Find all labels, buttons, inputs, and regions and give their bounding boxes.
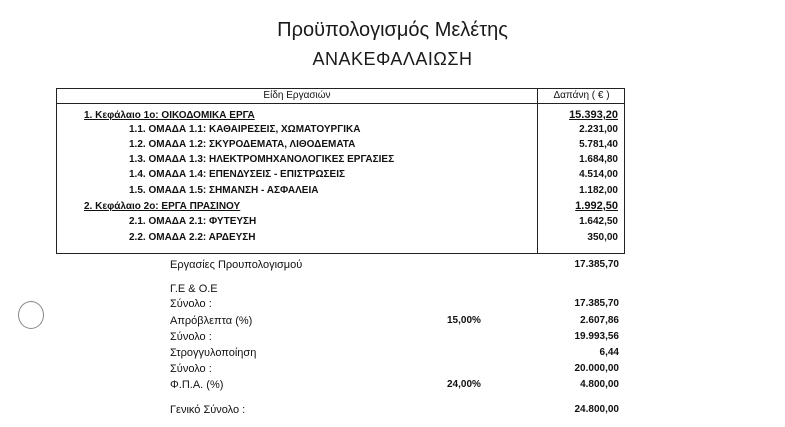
- subtotal-value: 20.000,00: [574, 363, 619, 374]
- subtotal-value: 17.385,70: [574, 298, 619, 309]
- chapter-row-amount: 1.992,50: [575, 200, 618, 212]
- chapter-row-amount: 15.393,20: [569, 109, 618, 121]
- vat-value: 4.800,00: [580, 379, 619, 390]
- group-row-label: 2.2. ΟΜΑΔΑ 2.2: ΑΡΔΕΥΣΗ: [129, 232, 256, 243]
- group-row-amount: 1.684,80: [579, 154, 618, 165]
- grand-total-value: 24.800,00: [574, 404, 619, 415]
- column-header-works: Είδη Εργασιών: [263, 90, 331, 101]
- chapter-row-label: 2. Κεφάλαιο 2ο: ΕΡΓΑ ΠΡΑΣΙΝΟΥ: [84, 201, 241, 212]
- subtotal-label: Σύνολο :: [170, 363, 212, 375]
- unforeseen-value: 2.607,86: [580, 315, 619, 326]
- group-row-label: 1.1. ΟΜΑΔΑ 1.1: ΚΑΘΑΙΡΕΣΕΙΣ, ΧΩΜΑΤΟΥΡΓΙΚΑ: [129, 124, 361, 135]
- works-total-value: 17.385,70: [574, 259, 619, 270]
- column-header-cost: Δαπάνη ( € ): [553, 90, 610, 101]
- document-title: Προϋπολογισμός Μελέτης: [277, 19, 508, 41]
- overheads-label: Γ.Ε & Ο.Ε: [170, 283, 218, 295]
- group-row-amount: 5.781,40: [579, 139, 618, 150]
- group-row-amount: 4.514,00: [579, 169, 618, 180]
- budget-table: [56, 88, 625, 254]
- group-row-label: 1.5. ΟΜΑΔΑ 1.5: ΣΗΜΑΝΣΗ - ΑΣΦΑΛΕΙΑ: [129, 185, 319, 196]
- chapter-row-label: 1. Κεφάλαιο 1ο: ΟΙΚΟΔΟΜΙΚΑ ΕΡΓΑ: [84, 110, 255, 121]
- unforeseen-label: Απρόβλεπτα (%): [170, 315, 253, 327]
- group-row-label: 1.3. ΟΜΑΔΑ 1.3: ΗΛΕΚΤΡΟΜΗΧΑΝΟΛΟΓΙΚΕΣ ΕΡΓΑΣΙΕΣ: [129, 154, 395, 165]
- column-divider: [537, 89, 538, 253]
- rounding-value: 6,44: [599, 347, 619, 358]
- works-total-label: Εργασίες Προυπολογισμού: [170, 259, 303, 271]
- subtotal-label: Σύνολο :: [170, 298, 212, 310]
- group-row-amount: 350,00: [587, 232, 618, 243]
- vat-label: Φ.Π.Α. (%): [170, 379, 224, 391]
- rounding-label: Στρογγυλοποίηση: [170, 347, 257, 359]
- group-row-label: 2.1. ΟΜΑΔΑ 2.1: ΦΥΤΕΥΣΗ: [129, 216, 257, 227]
- document-subtitle: ΑΝΑΚΕΦΑΛΑΙΩΣΗ: [312, 49, 473, 69]
- subtotal-value: 19.993,56: [574, 331, 619, 342]
- vat-percent: 24,00%: [447, 379, 481, 390]
- group-row-amount: 1.182,00: [579, 185, 618, 196]
- header-divider: [57, 103, 624, 104]
- subtotal-label: Σύνολο :: [170, 331, 212, 343]
- punch-hole-mark: [18, 301, 44, 329]
- group-row-amount: 1.642,50: [579, 216, 618, 227]
- group-row-amount: 2.231,00: [579, 124, 618, 135]
- grand-total-label: Γενικό Σύνολο :: [170, 404, 246, 416]
- group-row-label: 1.2. ΟΜΑΔΑ 1.2: ΣΚΥΡΟΔΕΜΑΤΑ, ΛΙΘΟΔΕΜΑΤΑ: [129, 139, 356, 150]
- group-row-label: 1.4. ΟΜΑΔΑ 1.4: ΕΠΕΝΔΥΣΕΙΣ - ΕΠΙΣΤΡΩΣΕΙΣ: [129, 169, 345, 180]
- unforeseen-percent: 15,00%: [447, 315, 481, 326]
